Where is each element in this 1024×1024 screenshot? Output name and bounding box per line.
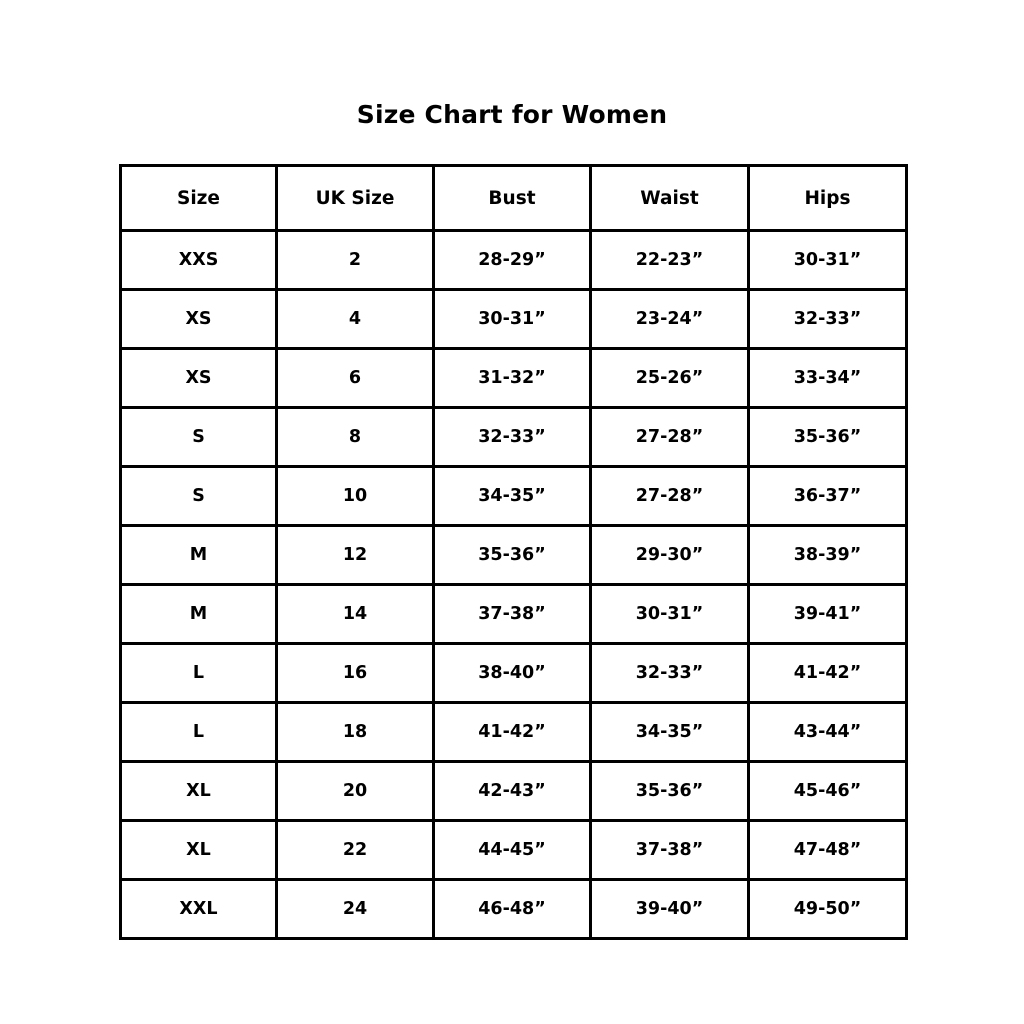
cell-bust: 34-35” xyxy=(434,467,591,526)
cell-size: XS xyxy=(121,349,277,408)
table-header xyxy=(121,166,907,231)
cell-bust: 41-42” xyxy=(434,703,591,762)
table-row xyxy=(121,349,907,408)
cell-waist: 29-30” xyxy=(591,526,749,585)
cell-hips: 36-37” xyxy=(749,467,907,526)
cell-hips: 39-41” xyxy=(749,585,907,644)
table-row xyxy=(121,290,907,349)
cell-uk-size: 20 xyxy=(277,762,434,821)
cell-waist: 27-28” xyxy=(591,408,749,467)
cell-uk-size: 8 xyxy=(277,408,434,467)
size-table xyxy=(119,164,908,940)
cell-uk-size: 6 xyxy=(277,349,434,408)
cell-uk-size: 4 xyxy=(277,290,434,349)
cell-hips: 30-31” xyxy=(749,231,907,290)
table-row xyxy=(121,231,907,290)
cell-waist: 39-40” xyxy=(591,880,749,939)
cell-waist: 25-26” xyxy=(591,349,749,408)
cell-uk-size: 22 xyxy=(277,821,434,880)
cell-size: L xyxy=(121,644,277,703)
cell-size: S xyxy=(121,467,277,526)
cell-bust: 42-43” xyxy=(434,762,591,821)
table-header-row xyxy=(121,166,907,231)
cell-uk-size: 24 xyxy=(277,880,434,939)
cell-uk-size: 16 xyxy=(277,644,434,703)
size-table-container xyxy=(119,164,905,940)
cell-hips: 43-44” xyxy=(749,703,907,762)
cell-bust: 30-31” xyxy=(434,290,591,349)
cell-bust: 28-29” xyxy=(434,231,591,290)
cell-size: M xyxy=(121,585,277,644)
table-row xyxy=(121,526,907,585)
cell-waist: 27-28” xyxy=(591,467,749,526)
column-header-size: Size xyxy=(121,166,277,231)
page-title: Size Chart for Women xyxy=(356,100,668,129)
cell-waist: 23-24” xyxy=(591,290,749,349)
table-row xyxy=(121,762,907,821)
table-row xyxy=(121,585,907,644)
cell-hips: 35-36” xyxy=(749,408,907,467)
cell-size: XL xyxy=(121,762,277,821)
cell-hips: 32-33” xyxy=(749,290,907,349)
cell-uk-size: 12 xyxy=(277,526,434,585)
cell-size: XXS xyxy=(121,231,277,290)
cell-waist: 34-35” xyxy=(591,703,749,762)
cell-bust: 38-40” xyxy=(434,644,591,703)
cell-waist: 22-23” xyxy=(591,231,749,290)
table-row xyxy=(121,880,907,939)
cell-size: L xyxy=(121,703,277,762)
table-row xyxy=(121,703,907,762)
cell-hips: 45-46” xyxy=(749,762,907,821)
cell-hips: 38-39” xyxy=(749,526,907,585)
cell-uk-size: 2 xyxy=(277,231,434,290)
cell-hips: 41-42” xyxy=(749,644,907,703)
cell-size: XL xyxy=(121,821,277,880)
cell-size: M xyxy=(121,526,277,585)
cell-hips: 49-50” xyxy=(749,880,907,939)
cell-size: S xyxy=(121,408,277,467)
table-row xyxy=(121,408,907,467)
cell-bust: 35-36” xyxy=(434,526,591,585)
cell-bust: 37-38” xyxy=(434,585,591,644)
cell-uk-size: 10 xyxy=(277,467,434,526)
cell-hips: 33-34” xyxy=(749,349,907,408)
cell-waist: 30-31” xyxy=(591,585,749,644)
cell-size: XXL xyxy=(121,880,277,939)
cell-bust: 32-33” xyxy=(434,408,591,467)
table-body xyxy=(121,231,907,939)
table-row xyxy=(121,644,907,703)
cell-waist: 32-33” xyxy=(591,644,749,703)
cell-bust: 46-48” xyxy=(434,880,591,939)
column-header-waist: Waist xyxy=(591,166,749,231)
column-header-hips: Hips xyxy=(749,166,907,231)
table-row xyxy=(121,467,907,526)
cell-bust: 44-45” xyxy=(434,821,591,880)
cell-size: XS xyxy=(121,290,277,349)
cell-bust: 31-32” xyxy=(434,349,591,408)
cell-waist: 37-38” xyxy=(591,821,749,880)
column-header-bust: Bust xyxy=(434,166,591,231)
column-header-uk-size: UK Size xyxy=(277,166,434,231)
cell-hips: 47-48” xyxy=(749,821,907,880)
table-row xyxy=(121,821,907,880)
cell-waist: 35-36” xyxy=(591,762,749,821)
cell-uk-size: 14 xyxy=(277,585,434,644)
cell-uk-size: 18 xyxy=(277,703,434,762)
